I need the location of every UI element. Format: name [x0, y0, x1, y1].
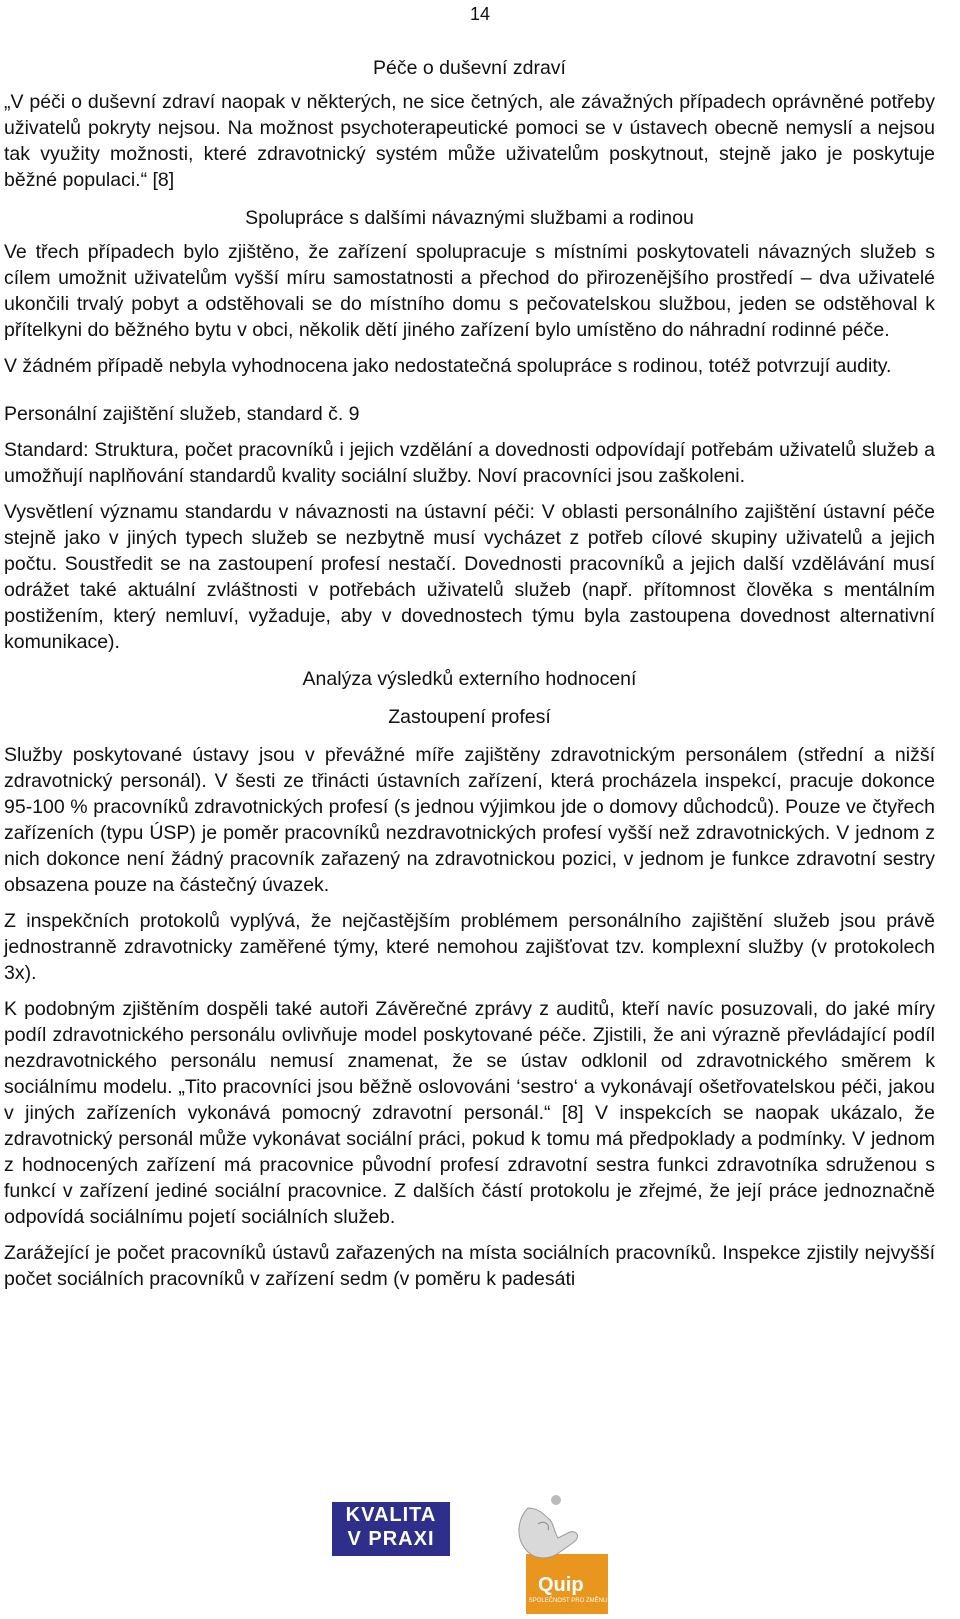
page-number: 14 — [469, 4, 491, 24]
heading-personalni-zajisteni: Personální zajištění služeb, standard č. 9 — [4, 403, 360, 425]
paragraph-podobnym: K podobným zjištěním dospěli také autoři Závěrečné zprávy z auditů, kteří navíc posuzovali, do jaké míry podíl zdravotnického personálu ovlivňuje model poskytované péče. Zjistili, že ani výrazně převládající podíl nezdravotnického personálu nemusí znamenat, že se ústav odklonil od zdravotnického směrem k sociálnímu modelu. „Tito pracovníci jsou běžně oslovováni ‘sestro‘ a vykonávají ošetřovatelskou péči, jakou v jiných zařízeních vykonává pomocný zdravotní personál.“ [8] V inspekcích se naopak ukázalo, že zdravotnický personál může vykonávat sociální práci, pokud k tomu má předpoklady a podmínky. V jednom z hodnocených zařízení má pracovnice původní profesí zdravotní sestra funkci zdravotníka sdruženou s funkcí v zařízení jediné sociální pracovnice. Z dalších částí protokolu je zřejmé, že její práce jednoznačně odpovídá sociálnímu pojetí sociálních služeb. — [4, 998, 935, 1228]
heading-zastoupeni-profesi: Zastoupení profesí — [388, 706, 551, 728]
kvalita-v-praxi-logo — [332, 1502, 450, 1556]
quip-logo-name: Quip — [538, 1574, 584, 1596]
paragraph-spoluprace-2: V žádném případě nebyla vyhodnocena jako nedostatečná spolupráce s rodinou, totéž potvrzují audity. — [4, 355, 892, 377]
heading-pece-o-dusevni-zdravi: Péče o duševní zdraví — [373, 57, 566, 79]
paragraph-zarazejici: Zarážející je počet pracovníků ústavů zařazených na místa sociálních pracovníků. Inspekce zjistily nejvyšší počet sociálních pracovníků v zařízení sedm (v poměru k padesáti — [4, 1242, 935, 1290]
quip-logo-tagline: SPOLEČNOST PRO ZMĚNU — [528, 1598, 608, 1604]
heading-analyza: Analýza výsledků externího hodnocení — [302, 668, 637, 690]
kvalita-logo-line2: V PRAXI — [347, 1528, 435, 1550]
quip-logo — [498, 1494, 608, 1614]
paragraph-standard: Standard: Struktura, počet pracovníků i jejich vzdělání a dovednosti odpovídají potřebám uživatelů služeb a umožňují naplňování standardů kvality sociální služby. Noví pracovníci jsou zaškoleni. — [4, 439, 935, 487]
paragraph-inspekcnich: Z inspekčních protokolů vyplývá, že nejčastějším problémem personálního zajištění služeb jsou právě jednostranně zdravotnicky zaměřené týmy, které nemohou zajišťovat tzv. komplexní služby (v protokolech 3x). — [4, 910, 935, 984]
paragraph-spoluprace-1: Ve třech případech bylo zjištěno, že zařízení spolupracuje s místními poskytovateli návazných služeb s cílem umožnit uživatelům vyšší míru samostatnosti a přechod do přirozenějšího prostředí – dva uživatelé ukončili trvalý pobyt a odstěhovali se do místního domu s pečovatelskou službou, jeden se odstěhoval k přítelkyni do běžného bytu v obci, několik dětí jiného zařízení bylo umístěno do náhradní rodinné péče. — [4, 241, 935, 341]
document-body — [4, 55, 935, 1292]
footer-logos — [0, 1494, 960, 1614]
paragraph-pece-quote: „V péči o duševní zdraví naopak v některých, ne sice četných, ale závažných případech oprávněné potřeby uživatelů pokryty nejsou. Na možnost psychoterapeutické pomoci se v ústavech obecně nemyslí a nejsou tak využity možnosti, které zdravotnický systém může uživatelům poskytnout, stejně jako je poskytuje běžné populaci.“ [8] — [4, 91, 935, 191]
paragraph-sluzby: Služby poskytované ústavy jsou v převážné míře zajištěny zdravotnickým personálem (střední a nižší zdravotnický personál). V šesti ze třinácti ústavních zařízení, která procházela inspekcí, pracuje dokonce 95-100 % pracovníků zdravotnických profesí (s jednou výjimkou jde o domovy důchodců). Pouze ve čtyřech zařízeních (typu ÚSP) je poměr pracovníků nezdravotnických profesí vyšší než zdravotnických. V jednom z nich dokonce není žádný pracovník zařazený na zdravotnickou pozici, v jednom je funkce zdravotní sestry obsazena pouze na částečný úvazek. — [4, 744, 935, 896]
heading-spoluprace: Spolupráce s dalšími návaznými službami a rodinou — [245, 207, 694, 229]
paragraph-vysvetleni: Vysvětlení významu standardu v návaznosti na ústavní péči: V oblasti personálního zajištění ústavní péče stejně jako v jiných typech služeb se nezbytně musí vycházet z potřeb cílové skupiny uživatelů a jejich počtu. Soustředit se na zastoupení profesí nestačí. Dovednosti pracovníků a jejich další vzdělávání musí odrážet také aktuální zvláštnosti v potřebách uživatelů služeb (např. přítomnost člověka s mentálním postižením, který nemluví, vyžaduje, aby v dovednostech týmu byla zastoupena dovednost alternativní komunikace). — [4, 501, 935, 653]
kvalita-logo-line1: KVALITA — [345, 1504, 437, 1526]
